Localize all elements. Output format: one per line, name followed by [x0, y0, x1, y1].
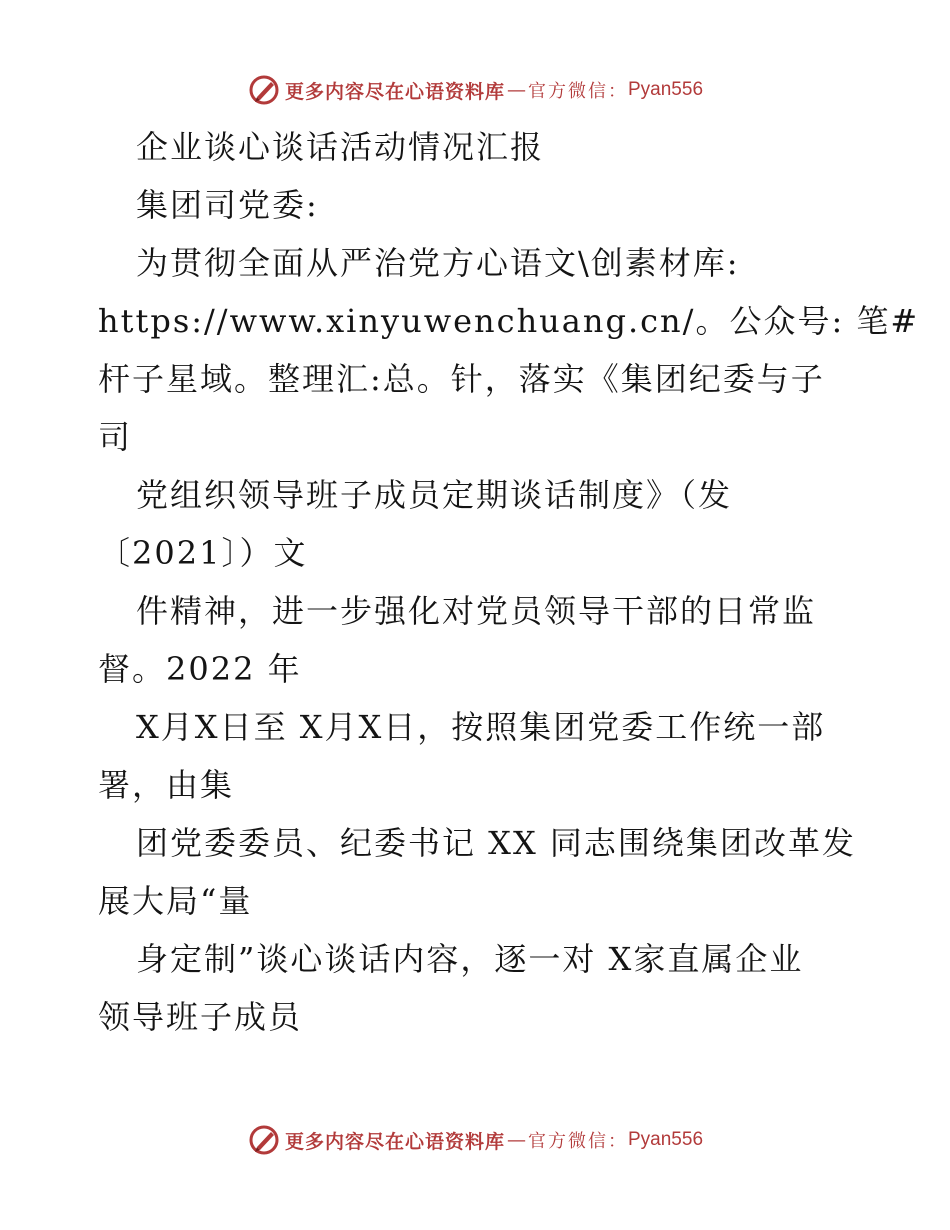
- doc-title: 企业谈心谈话活动情况汇报: [136, 128, 545, 166]
- doc-line: 杆子星域。整理汇:总。针，落实《集团纪委与子: [98, 360, 825, 398]
- pen-logo-icon: [247, 73, 281, 107]
- doc-line: 展大局“量: [98, 882, 253, 920]
- doc-line: https://www.xinyuwenchuang.cn/。公众号: 笔#: [98, 302, 920, 340]
- watermark-wechat-label: 官方微信：: [528, 81, 628, 102]
- doc-line: 〔2021〕）文: [98, 534, 308, 572]
- doc-line: X月X日至 X月X日，按照集团党委工作统一部: [136, 708, 826, 746]
- doc-line: 团党委委员、纪委书记 XX 同志围绕集团改革发: [136, 824, 856, 862]
- doc-salutation: 集团司党委:: [136, 186, 319, 224]
- doc-line: 件精神，进一步强化对党员领导干部的日常监: [136, 592, 817, 630]
- footer-watermark: [0, 1120, 950, 1160]
- doc-line: 为贯彻全面从严治党方心语文\创素材库:: [136, 244, 740, 282]
- doc-line: 督。2022 年: [98, 650, 302, 688]
- watermark-dash: —: [507, 1129, 526, 1151]
- watermark-wechat-label: 官方微信：: [528, 1131, 628, 1152]
- pen-logo-icon: [247, 1123, 281, 1157]
- doc-line: 身定制”谈心谈话内容，逐一对 X家直属企业: [136, 940, 804, 978]
- watermark-main-text: 更多内容尽在心语资料库: [284, 1130, 505, 1153]
- doc-line: 司: [98, 418, 133, 456]
- watermark-wechat-id: Pyan556: [628, 79, 704, 100]
- watermark-dash: —: [507, 79, 526, 101]
- watermark-wechat-id: Pyan556: [628, 1129, 704, 1150]
- document-body: [98, 118, 920, 1046]
- doc-line: 党组织领导班子成员定期谈话制度》（发: [136, 476, 733, 514]
- header-watermark: [0, 70, 950, 110]
- doc-line: 领导班子成员: [98, 998, 303, 1036]
- doc-line: 署，由集: [98, 766, 235, 804]
- watermark-main-text: 更多内容尽在心语资料库: [284, 80, 505, 103]
